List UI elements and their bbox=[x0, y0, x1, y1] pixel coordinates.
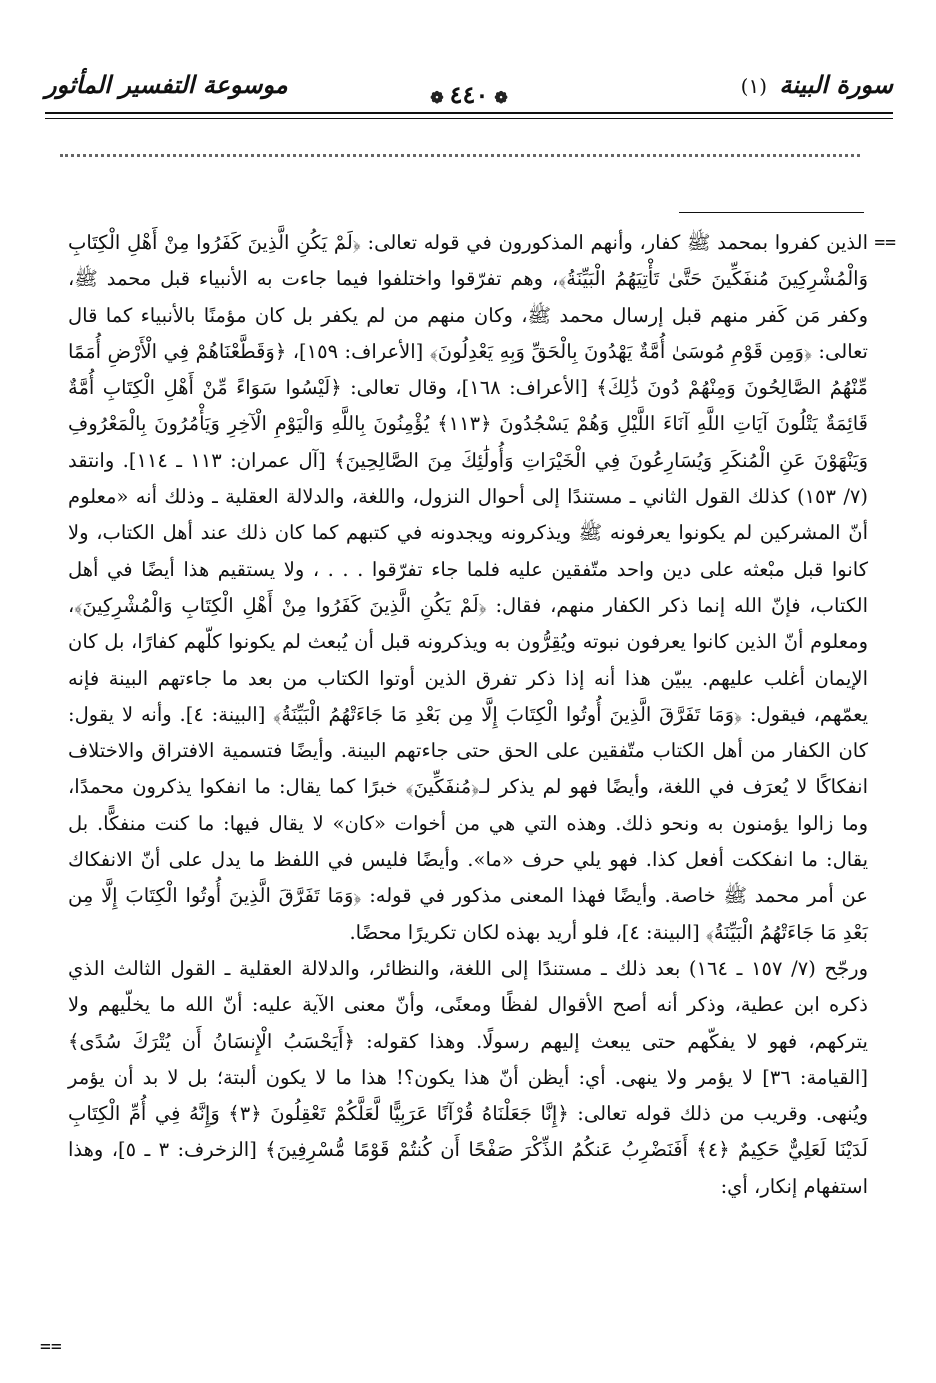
paragraph: الذين كفروا بمحمد ﷺ كفار، وأنهم المذكورون في قوله تعالى: ﴿لَمْ يَكُنِ الَّذِينَ كَفَرُوا مِنْ أَهْلِ الْكِتَابِ وَالْمُشْرِكِينَ مُنفَكِّينَ حَتَّىٰ تَأْتِيَهُمُ الْبَيِّنَةُ﴾، وهم تفرّقوا واختلفوا فيما جاءت به الأنبياء قبل محمد ﷺ، وكفر مَن كَفر منهم قبل إرسال محمد ﷺ، وكان منهم من لم يكفر بل كان مؤمنًا بالأنبياء كما قال تعالى: ﴿وَمِن قَوْمِ مُوسَىٰ أُمَّةٌ يَهْدُونَ بِالْحَقِّ وَبِهِ يَعْدِلُونَ﴾ [الأعراف: ١٥٩]، ﴿وَقَطَّعْنَاهُمْ فِي الْأَرْضِ أُمَمًا مِّنْهُمُ الصَّالِحُونَ وَمِنْهُمْ دُونَ ذَٰلِكَ﴾ [الأعراف: ١٦٨]، وقال تعالى: ﴿لَيْسُوا سَوَاءً مِّنْ أَهْلِ الْكِتَابِ أُمَّةٌ قَائِمَةٌ يَتْلُونَ آيَاتِ اللَّهِ آنَاءَ اللَّيْلِ وَهُمْ يَسْجُدُونَ ﴿١١٣﴾ يُؤْمِنُونَ بِاللَّهِ وَالْيَوْمِ الْآخِرِ وَيَأْمُرُونَ بِالْمَعْرُوفِ وَيَنْهَوْنَ عَنِ الْمُنكَرِ وَيُسَارِعُونَ فِي الْخَيْرَاتِ وَأُولَٰئِكَ مِنَ الصَّالِحِينَ﴾ [آل عمران: ١١٣ ـ ١١٤]. وانتقد (٧/ ١٥٣) كذلك القول الثاني ـ مستندًا إلى أحوال النزول، واللغة، والدلالة العقلية ـ وذلك أنه «معلوم أنّ المشركين لم يكونوا يعرفونه ﷺ ويذكرونه ويجدونه في كتبهم كما كان ذلك عند أهل الكتاب، ولا كانوا قبل مبْعثه على دين واحد متّفقين عليه فلما جاء تفرّقوا . . . ، ولا يستقيم هذا أيضًا في أهل الكتاب، فإنّ الله إنما ذكر الكفار منهم، فقال: ﴿لَمْ يَكُنِ الَّذِينَ كَفَرُوا مِنْ أَهْلِ الْكِتَابِ وَالْمُشْرِكِينَ﴾، ومعلوم أنّ الذين كانوا يعرفون نبوته ويُقِرُّون به ويذكرونه قبل أن يُبعث لم يكونوا كلّهم كفارًا، بل كان الإيمان أغلب عليهم. يبيّن هذا أنه إذا ذكر تفرق الذين أوتوا الكتاب من بعد ما جاءتهم البينة فإنه يعمّهم، فيقول: ﴿وَمَا تَفَرَّقَ الَّذِينَ أُوتُوا الْكِتَابَ إِلَّا مِن بَعْدِ مَا جَاءَتْهُمُ الْبَيِّنَةُ﴾ [البينة: ٤]. وأنه لا يقول: كان الكفار من أهل الكتاب متّفقين على الحق حتى جاءتهم البينة. وأيضًا فتسمية الافتراق والاختلاف انفكاكًا لا يُعرَف في اللغة، وأيضًا فهو لم يذكر لـ﴿مُنفَكِّينَ﴾ خبرًا كما يقال: ما انفكوا يذكرون محمدًا، وما زالوا يؤمنون به ونحو ذلك. وهذه التي هي من أخوات «كان» لا يقال فيها: ما كنت منفكًّا. بل يقال: ما انفككت أفعل كذا. فهو يلي حرف «ما». وأيضًا فليس في اللفظ ما يدل على أنّ الانفكاك عن أمر محمد ﷺ خاصة. وأيضًا فهذا المعنى مذكور في قوله: ﴿وَمَا تَفَرَّقَ الَّذِينَ أُوتُوا الْكِتَابَ إِلَّا مِن بَعْدِ مَا جَاءَتْهُمُ الْبَيِّنَةُ﴾ [البينة: ٤]، فلو أريد بهذه لكان تكريرًا محضًا. bbox=[68, 231, 869, 944]
continuation-mark-start: == bbox=[874, 232, 896, 253]
continuation-mark-end: == bbox=[40, 1336, 62, 1357]
book-title: موسوعة التفسير المأثور bbox=[45, 70, 288, 99]
dotted-separator bbox=[60, 154, 860, 157]
page-number: ٤٤٠ bbox=[449, 80, 489, 109]
header-rule bbox=[45, 112, 893, 114]
sura-number: (١) bbox=[740, 74, 768, 98]
sura-name: سورة البينة bbox=[779, 70, 893, 99]
ornament-icon: ❁ bbox=[494, 88, 508, 107]
ornament-icon: ❁ bbox=[430, 88, 444, 107]
paragraph: ورجّح (٧/ ١٥٧ ـ ١٦٤) بعد ذلك ـ مستندًا إلى اللغة، والنظائر، والدلالة العقلية ـ القول الثالث الذي ذكره ابن عطية، وذكر أنه أصح الأقوال لفظًا ومعنًى، وأنّ معنى الآية عليه: أنّ الله ما يخلّيهم ولا يتركهم، فهو لا يفكّهم حتى يبعث إليهم رسولًا. وهذا كقوله: ﴿أَيَحْسَبُ الْإِنسَانُ أَن يُتْرَكَ سُدًى﴾ [القيامة: ٣٦] لا يؤمر ولا ينهى. أي: أيظن أنّ هذا يكون؟! هذا ما لا يكون ألبتة؛ بل لا بد أن يؤمر ويُنهى. وقريب من ذلك قوله تعالى: ﴿إِنَّا جَعَلْنَاهُ قُرْآنًا عَرَبِيًّا لَّعَلَّكُمْ تَعْقِلُونَ ﴿٣﴾ وَإِنَّهُ فِي أُمِّ الْكِتَابِ لَدَيْنَا لَعَلِيٌّ حَكِيمٌ ﴿٤﴾ أَفَنَضْرِبُ عَنكُمُ الذِّكْرَ صَفْحًا أَن كُنتُمْ قَوْمًا مُّسْرِفِينَ﴾ [الزخرف: ٣ ـ ٥]، وهذا استفهام إنكار، أي: bbox=[68, 956, 869, 1198]
footnote-body bbox=[68, 225, 868, 1205]
page-header bbox=[45, 58, 893, 118]
sura-heading bbox=[741, 70, 893, 99]
page-number-block bbox=[424, 80, 513, 109]
footnote-rule bbox=[679, 212, 864, 213]
header-rule-thin bbox=[45, 118, 893, 119]
